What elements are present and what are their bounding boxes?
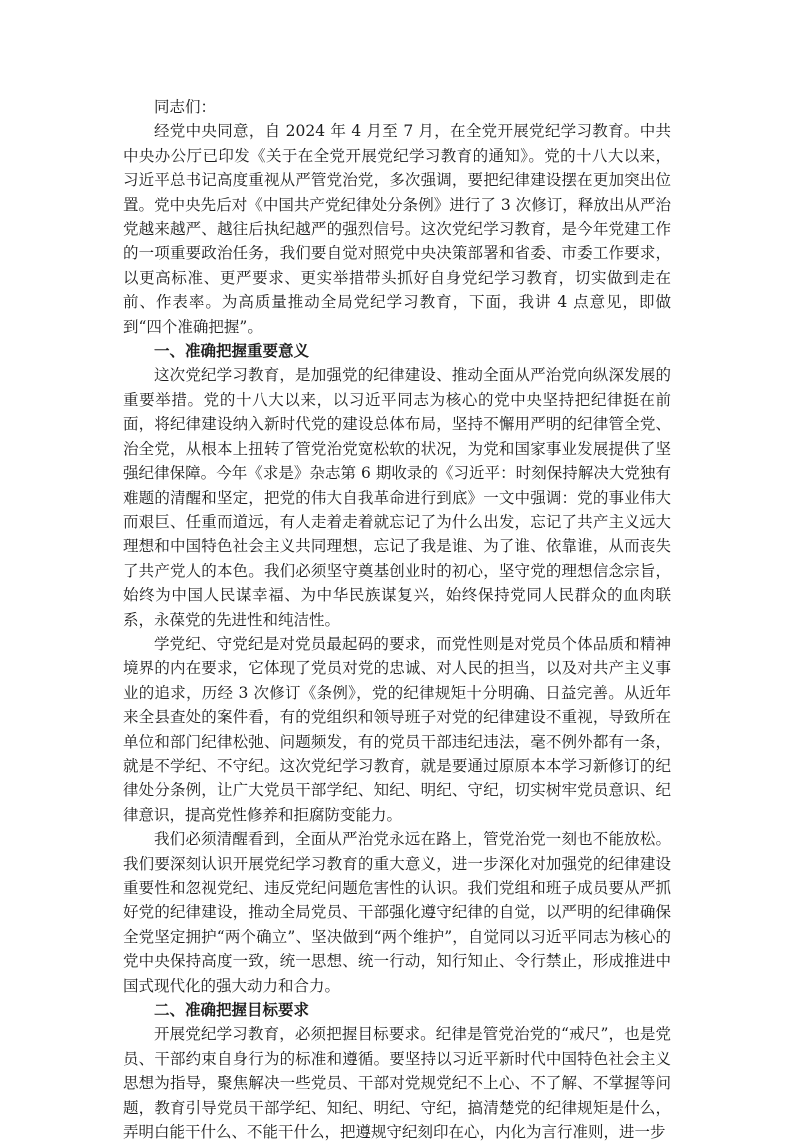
section-heading-1: 一、准确把握重要意义 [154,342,310,361]
section-1-paragraph-2: 学党纪、守党纪是对党员最起码的要求，而党性则是对党员个体品质和精神境界的内在要求，它体现了党员对党的忠诚、对人民的担当，以及对共产主义事业的追求，历经 3 次修订《条例》，党的纪律规矩十分明确、日益完善。从近年来全县查处的案件看，有的党组织和领导班子对党的纪律建设不重视，导致所在单位和部门纪律松弛、问题频发，有的党员干部违纪违法，毫不例外都有一条，就是不学纪、不守纪。这次党纪学习教育，就是要通过原原本本学习新修订的纪律处分条例，让广大党员干部学纪、知纪、明纪、守纪，切实树牢党员意识、纪律意识，提高党性修养和拒腐防变能力。 [123,634,671,824]
section-1-paragraph-3: 我们必须清醒看到，全面从严治党永远在路上，管党治党一刻也不能放松。我们要深刻认识开展党纪学习教育的重大意义，进一步深化对加强党的纪律建设重要性和忽视党纪、违反党纪问题危害性的认识。我们党组和班子成员要从严抓好党的纪律建设，推动全局党员、干部强化遵守纪律的自觉，以严明的纪律确保全党坚定拥护“两个确立”、坚决做到“两个维护”，自觉同以习近平同志为核心的党中央保持高度一致，统一思想、统一行动，知行知止、令行禁止，形成推进中国式现代化的强大动力和合力。 [123,830,671,995]
section-heading-2: 二、准确把握目标要求 [154,1001,310,1020]
intro-paragraph: 经党中央同意，自 2024 年 4 月至 7 月，在全党开展党纪学习教育。中共中央办公厅已印发《关于在全党开展党纪学习教育的通知》。党的十八大以来，习近平总书记高度重视从严管党治党，多次强调，要把纪律建设摆在更加突出位置。党中央先后对《中国共产党纪律处分条例》进行了 3 次修订，释放出从严治党越来越严、越往后执纪越严的强烈信号。这次党纪学习教育，是今年党建工作的一项重要政治任务，我们要自觉对照党中央决策部署和省委、市委工作要求，以更高标准、更严要求、更实举措带头抓好自身党纪学习教育，切实做到走在前、作表率。为高质量推动全局党纪学习教育，下面，我讲 4 点意见，即做到“四个准确把握”。 [123,122,671,336]
section-2-paragraph-1: 开展党纪学习教育，必须把握目标要求。纪律是管党治党的“戒尺”，也是党员、干部约束自身行为的标准和遵循。要坚持以习近平新时代中国特色社会主义思想为指导，聚焦解决一些党员、干部对党规党纪不上心、不了解、不掌握等问题，教育引导党员干部学纪、知纪、明纪、守纪，搞清楚党的纪律规矩是什么，弄明白能干什么、不能干什么，把遵规守纪刻印在心，内化为言行准则，进一步 [123,1025,671,1142]
greeting: 同志们： [154,98,217,116]
document-page [123,95,671,1144]
section-1-paragraph-1: 这次党纪学习教育，是加强党的纪律建设、推动全面从严治党向纵深发展的重要举措。党的十八大以来，以习近平同志为核心的党中央坚持把纪律挺在前面，将纪律建设纳入新时代党的建设总体布局，坚持不懈用严明的纪律管全党、治全党，从根本上扭转了管党治党宽松软的状况，为党和国家事业发展提供了坚强纪律保障。今年《求是》杂志第 6 期收录的《习近平：时刻保持解决大党独有难题的清醒和坚定，把党的伟大自我革命进行到底》一文中强调：党的事业伟大而艰巨、任重而道远，有人走着走着就忘记了为什么出发，忘记了共产主义远大理想和中国特色社会主义共同理想，忘记了我是谁、为了谁、依靠谁，从而丧失了共产党人的本色。我们必须坚守奠基创业时的初心，坚守党的理想信念宗旨，始终为中国人民谋幸福、为中华民族谋复兴，始终保持党同人民群众的血肉联系，永葆党的先进性和纯洁性。 [123,366,671,629]
